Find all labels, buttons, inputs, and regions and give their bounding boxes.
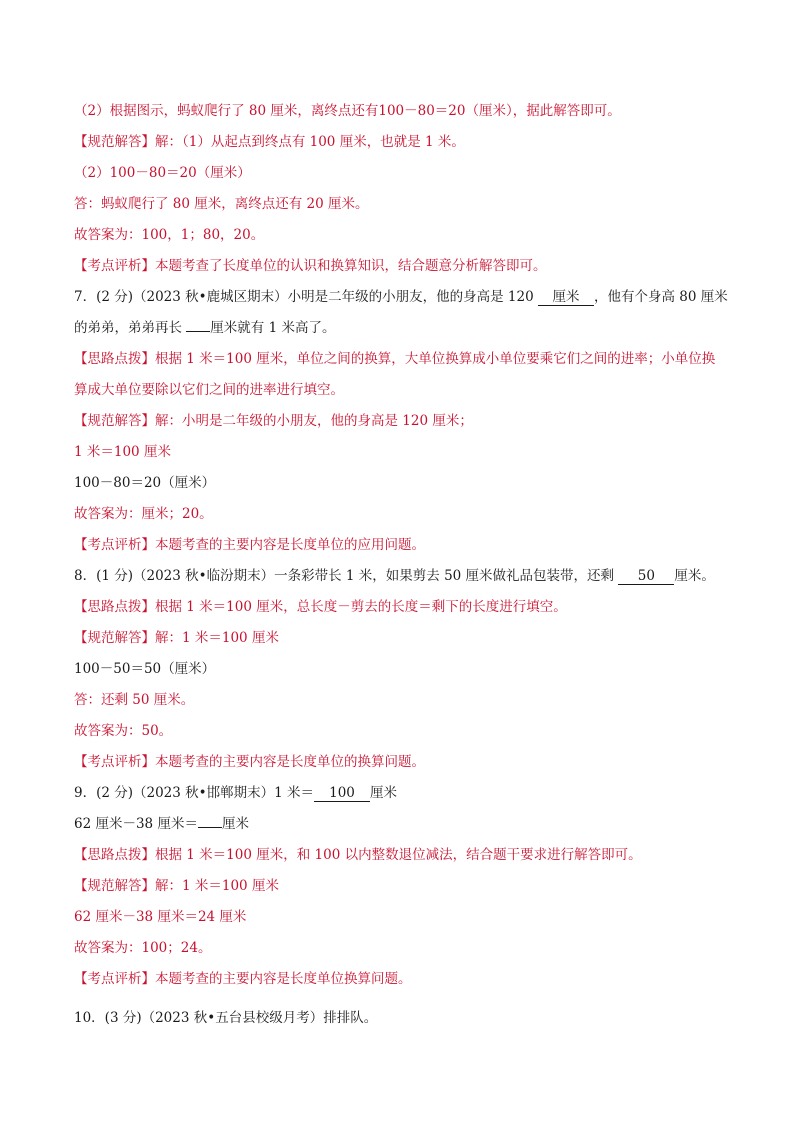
solution-line: [74, 133, 734, 151]
question-8-blank: 50: [618, 568, 674, 585]
hint-tag: 【思路点拨】: [74, 351, 155, 367]
question-9-text-c: 62 厘米－38 厘米＝: [74, 816, 198, 832]
question-7-solution-step-2: 100－80＝20（厘米）: [74, 475, 216, 491]
question-7-solution-step-1: 1 米＝100 厘米: [74, 444, 171, 460]
question-8-text-b: 厘米。: [674, 568, 715, 584]
hint-text: 根据 1 米＝100 厘米，单位之间的换算，大单位换算成小单位要乘它们之间的进率；小单位换: [155, 351, 716, 367]
hint-text: 根据 1 米＝100 厘米，总长度－剪去的长度＝剩下的长度进行填空。: [155, 599, 567, 615]
solution-tag: 【规范解答】: [74, 630, 155, 646]
evaluation-text: 本题考查的主要内容是长度单位的换算问题。: [155, 754, 425, 770]
evaluation-text: 本题考查的主要内容是长度单位换算问题。: [155, 971, 412, 987]
question-8-text-a: 8．(1 分)（2023 秋•临汾期末）一条彩带长 1 米，如果剪去 50 厘米做礼品包装带，还剩: [74, 568, 619, 584]
solution-tag: 【规范解答】: [74, 413, 155, 429]
hint-tag: 【思路点拨】: [74, 847, 155, 863]
question-8-solution-step-2: 答：还剩 50 厘米。: [74, 692, 195, 708]
analysis-line: （2）根据图示，蚂蚁爬行了 80 厘米，离终点还有100－80＝20（厘米），据此解答即可。: [74, 103, 621, 119]
question-7-evaluation: [74, 536, 734, 554]
question-8-solution: [74, 629, 734, 647]
question-7-text-d: 厘米就有 1 米高了。: [210, 320, 336, 336]
question-9-text-a: 9．(2 分)（2023 秋•邯郸期末）1 米＝: [74, 785, 314, 801]
question-8-answer: 故答案为：50。: [74, 723, 173, 739]
solution-text: 解：1 米＝100 厘米: [155, 630, 279, 646]
hint-text: 根据 1 米＝100 厘米，和 100 以内整数退位减法，结合题干要求进行解答即可。: [155, 847, 642, 863]
solution-text: 解：小明是二年级的小朋友，他的身高是 120 厘米；: [155, 413, 473, 429]
solution-text: 解：1 米＝100 厘米: [155, 878, 279, 894]
question-8-hint: [74, 598, 734, 616]
evaluation-text: 本题考查的主要内容是长度单位的应用问题。: [155, 537, 425, 553]
question-9-hint: [74, 846, 734, 864]
question-9-answer: 故答案为：100；24。: [74, 940, 212, 956]
evaluation-tag: 【考点评析】: [74, 537, 155, 553]
solution-text: 解：（1）从起点到终点有 100 厘米，也就是 1 米。: [155, 134, 465, 150]
question-7-blank-2: [186, 331, 210, 332]
question-7-blank-1: 厘米: [538, 289, 594, 306]
question-7-text-c: 的弟弟，弟弟再长: [74, 320, 187, 336]
question-8-evaluation: [74, 753, 734, 771]
evaluation-tag: 【考点评析】: [74, 258, 155, 274]
question-9-text-b: 厘米: [370, 785, 397, 801]
question-7-hint: [74, 350, 734, 368]
solution-step: （2）100－80＝20（厘米）: [74, 165, 251, 181]
question-7-hint-continued: 算成大单位要除以它们之间的进率进行填空。: [74, 382, 344, 398]
question-8: [74, 567, 734, 585]
question-9: [74, 784, 734, 802]
final-answer: 故答案为：100，1；80，20。: [74, 227, 265, 243]
question-9-solution-step: 62 厘米－38 厘米＝24 厘米: [74, 909, 247, 925]
question-7: [74, 288, 734, 306]
hint-tag: 【思路点拨】: [74, 599, 155, 615]
question-7-continued: [74, 319, 734, 337]
evaluation-tag: 【考点评析】: [74, 971, 155, 987]
evaluation-tag: 【考点评析】: [74, 754, 155, 770]
question-9-evaluation: [74, 970, 734, 988]
evaluation-line: [74, 257, 734, 275]
solution-tag: 【规范解答】: [74, 878, 155, 894]
question-7-text-a: 7．(2 分)（2023 秋•鹿城区期末）小明是二年级的小朋友，他的身高是 120: [74, 289, 538, 305]
question-7-text-b: ，他有个身高 80 厘米: [593, 289, 728, 305]
question-8-solution-step-1: 100－50＝50（厘米）: [74, 661, 216, 677]
question-9-solution: [74, 877, 734, 895]
question-10: 10．(3 分)（2023 秋•五台县校级月考）排排队。: [74, 1010, 378, 1026]
evaluation-text: 本题考查了长度单位的认识和换算知识，结合题意分析解答即可。: [155, 258, 547, 274]
question-9-blank-1: 100: [314, 785, 370, 802]
question-9-text-d: 厘米: [221, 816, 249, 832]
answer-line: 答：蚂蚁爬行了 80 厘米，离终点还有 20 厘米。: [74, 196, 369, 212]
solution-tag: 【规范解答】: [74, 134, 155, 150]
question-7-solution: [74, 412, 734, 430]
question-9-blank-2: [198, 827, 222, 828]
question-9-part-2: [74, 815, 734, 833]
question-7-answer: 故答案为：厘米；20。: [74, 506, 213, 522]
